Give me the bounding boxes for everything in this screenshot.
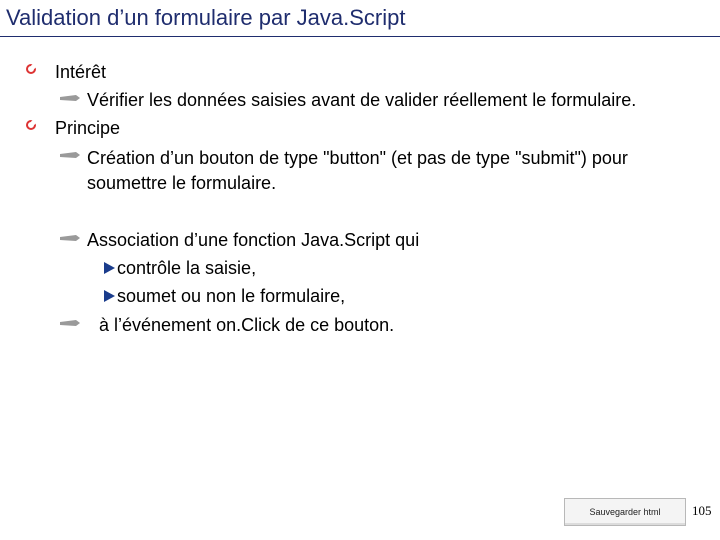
slide-title: Validation d’un formulaire par Java.Script <box>6 5 406 30</box>
bullet-creation-line1: Création d’un bouton de type "button" (et pas de type "submit") pour <box>87 148 628 168</box>
pencil-dash-icon <box>60 320 80 327</box>
page-number: 105 <box>692 503 712 518</box>
bullet-creation-line2: soumettre le formulaire. <box>87 173 277 193</box>
bullet-interet-detail: Vérifier les données saisies avant de valider réellement le formulaire. <box>87 90 637 110</box>
pencil-dash-icon <box>60 95 80 102</box>
save-html-button[interactable]: Sauvegarder html <box>564 498 686 526</box>
circle-bullet-icon <box>26 64 36 74</box>
bullet-interet: Intérêt <box>55 62 107 82</box>
bullet-soumet: soumet ou non le formulaire, <box>117 286 346 306</box>
pencil-dash-icon <box>60 235 80 242</box>
pencil-dash-icon <box>60 152 80 159</box>
bullet-association: Association d’une fonction Java.Script qui <box>87 230 420 250</box>
bullet-evenement: à l’événement on.Click de ce bouton. <box>99 315 395 335</box>
bullet-controle: contrôle la saisie, <box>117 258 257 278</box>
triangle-arrow-icon <box>104 290 115 302</box>
triangle-arrow-icon <box>104 262 115 274</box>
bullet-principe: Principe <box>55 118 121 138</box>
title-divider <box>0 36 720 37</box>
circle-bullet-icon <box>26 120 36 130</box>
